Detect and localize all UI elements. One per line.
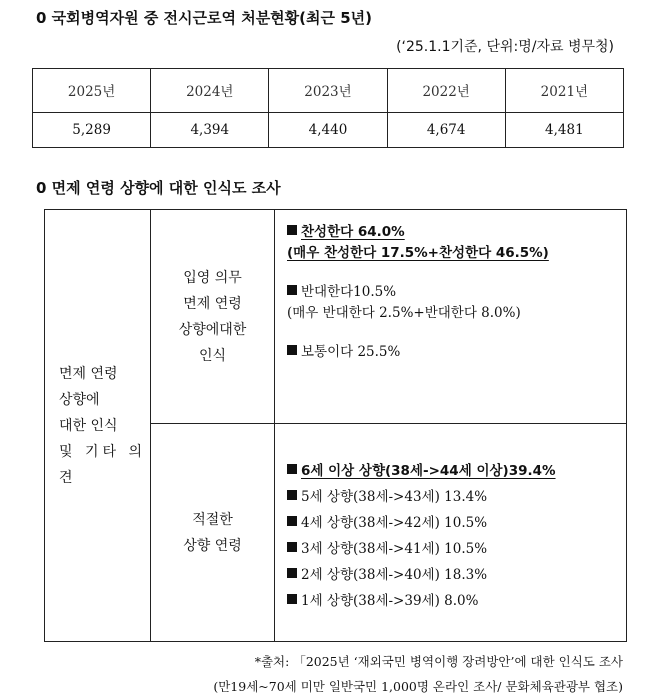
category-line: 및 기타 의 <box>59 443 146 460</box>
square-bullet-icon <box>287 542 297 552</box>
section-title-discharge-status: 0 국회병역자원 중 전시근로역 처분현황(최근 5년) <box>36 9 373 27</box>
year-cell: 2021년 <box>505 69 623 113</box>
source-line-1: *출처: 「2025년 ‘재외국민 병역이행 장려방안’에 대한 인식도 조사 <box>254 654 623 669</box>
category-line: 견 <box>59 469 73 486</box>
section-title-survey: 0 면제 연령 상향에 대한 인식도 조사 <box>36 179 281 197</box>
category-line: 면제 연령 <box>59 365 118 382</box>
square-bullet-icon <box>287 594 297 604</box>
year-cell: 2023년 <box>269 69 387 113</box>
value-cell: 4,674 <box>387 112 505 147</box>
value-cell: 4,481 <box>505 112 623 147</box>
question1-answers-cell <box>275 210 627 424</box>
value-cell: 4,394 <box>151 112 269 147</box>
age-option-text: 4세 상향(38세->42세) 10.5% <box>301 515 488 531</box>
q2-label-line: 적절한 <box>192 511 233 528</box>
square-bullet-icon <box>287 490 297 500</box>
survey-table <box>44 209 627 642</box>
age-option <box>287 510 618 536</box>
square-bullet-icon <box>287 568 297 578</box>
question2-label-cell <box>151 424 275 642</box>
square-bullet-icon <box>287 285 297 295</box>
square-bullet-icon <box>287 345 297 355</box>
age-option <box>287 588 618 614</box>
age-option <box>287 484 618 510</box>
value-row <box>33 112 624 147</box>
age-option-text: 3세 상향(38세->41세) 10.5% <box>301 541 488 557</box>
year-cell: 2022년 <box>387 69 505 113</box>
agree-answer <box>287 222 618 243</box>
q1-label-line: 입영 의무 <box>183 269 242 286</box>
year-header-row <box>33 69 624 113</box>
age-option-text: 1세 상향(38세->39세) 8.0% <box>301 593 479 609</box>
value-cell: 4,440 <box>269 112 387 147</box>
q2-label-line: 상향 연령 <box>183 537 242 554</box>
age-option <box>287 536 618 562</box>
value-cell: 5,289 <box>33 112 151 147</box>
agree-main-text: 찬성한다 64.0% <box>301 224 405 240</box>
age-option <box>287 458 618 484</box>
question2-answers-cell <box>275 424 627 642</box>
square-bullet-icon <box>287 464 297 474</box>
neutral-answer <box>287 342 618 363</box>
age-option-text: 2세 상향(38세->40세) 18.3% <box>301 567 488 583</box>
oppose-answer <box>287 282 618 303</box>
category-line: 상향에 <box>59 391 100 408</box>
oppose-detail: (매우 반대한다 2.5%+반대한다 8.0%) <box>287 305 521 321</box>
source-line-2: (만19세~70세 미만 일반국민 1,000명 온라인 조사/ 문화체육관광부 협조) <box>213 679 623 694</box>
q1-label-line: 인식 <box>198 347 227 364</box>
q1-label-line: 상향에대한 <box>178 321 247 338</box>
square-bullet-icon <box>287 516 297 526</box>
survey-category-cell <box>45 210 151 642</box>
age-option-text: 5세 상향(38세->43세) 13.4% <box>301 489 488 505</box>
discharge-stats-table <box>32 68 624 148</box>
agree-detail: (매우 찬성한다 17.5%+찬성한다 46.5%) <box>287 245 549 261</box>
age-option-text: 6세 이상 상향(38세->44세 이상)39.4% <box>301 463 556 479</box>
square-bullet-icon <box>287 225 297 235</box>
neutral-text: 보통이다 25.5% <box>301 344 401 360</box>
year-cell: 2025년 <box>33 69 151 113</box>
unit-note: (‘25.1.1기준, 단위:명/자료 병무청) <box>396 39 614 55</box>
oppose-main-text: 반대한다10.5% <box>301 284 397 300</box>
year-cell: 2024년 <box>151 69 269 113</box>
category-line: 대한 인식 <box>59 417 118 434</box>
q1-label-line: 면제 연령 <box>183 295 242 312</box>
question1-label-cell <box>151 210 275 424</box>
age-option <box>287 562 618 588</box>
